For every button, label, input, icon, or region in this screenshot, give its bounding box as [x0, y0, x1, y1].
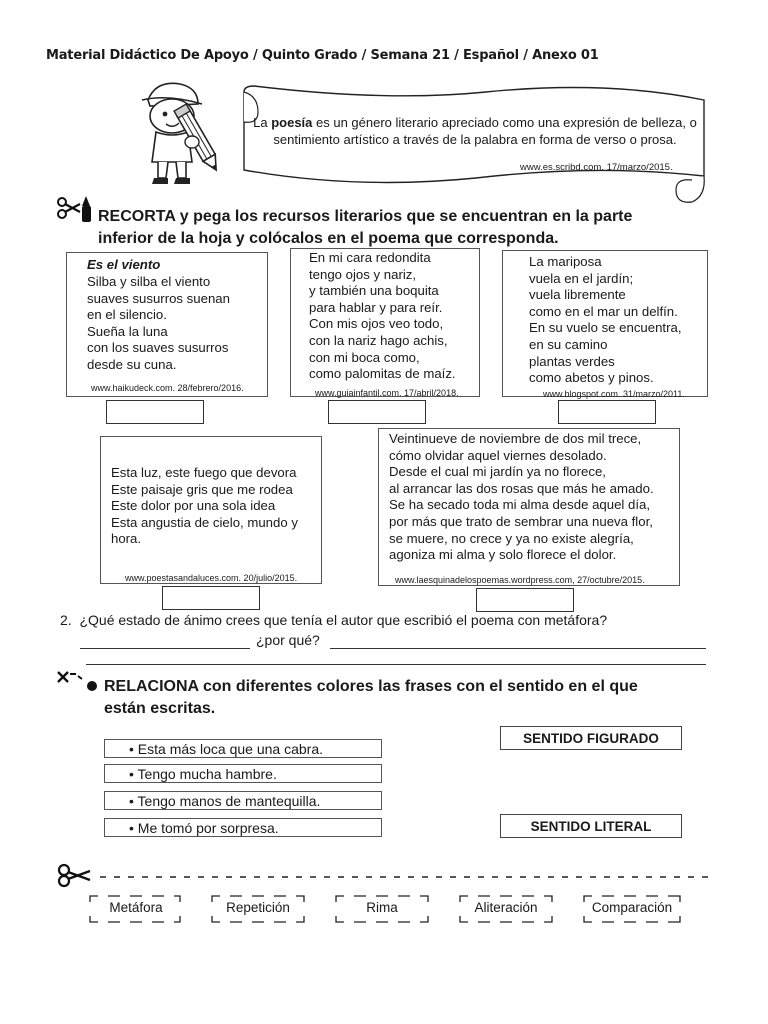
poem-line: en el silencio.: [87, 307, 167, 323]
poem-line: Esta luz, este fuego que devora: [111, 465, 297, 480]
poem-line: Desde el cual mi jardín ya no florece,: [389, 464, 606, 480]
scissors-dashed-icon: [56, 666, 100, 694]
poem-source: www.poestasandaluces.com. 20/julio/2015.: [125, 573, 298, 583]
poem-line: vuela en el jardín;: [529, 270, 634, 286]
answer-box-poem-2[interactable]: [328, 400, 426, 424]
poem-line: Se ha secado toda mi alma desde aquel día,: [389, 497, 650, 513]
poem-source: www.laesquinadelospoemas.wordpress.com, 27/octubre/2015.: [395, 575, 645, 585]
phrase-item[interactable]: • Me tomó por sorpresa.: [104, 818, 382, 837]
answer-line-extra[interactable]: [86, 664, 706, 665]
poem-source: www.haikudeck.com. 28/febrero/2016.: [91, 383, 244, 393]
poem-line: Sueña la luna: [87, 323, 168, 339]
poem-line: con mi boca como,: [309, 349, 420, 365]
poem-line: cómo olvidar aquel viernes desolado.: [389, 447, 607, 463]
poem-line: con la nariz hago achis,: [309, 332, 448, 348]
poem-line: Veintinueve de noviembre de dos mil trece,: [389, 431, 642, 446]
poem-line: con los suaves susurros: [87, 340, 229, 356]
poem-line: desde su cuna.: [87, 356, 177, 372]
poem-line: Con mis ojos veo todo,: [309, 316, 444, 332]
poem-line: y también una boquita: [309, 283, 439, 299]
poem-line: al arrancar las dos rosas que más he amado.: [389, 480, 654, 496]
sense-figurative-box[interactable]: SENTIDO FIGURADO: [500, 726, 682, 750]
poem-line: como palomitas de maíz.: [309, 366, 456, 382]
phrase-item[interactable]: • Esta más loca que una cabra.: [104, 739, 382, 758]
cutout-rima[interactable]: Rima: [366, 900, 398, 915]
answer-line-mood[interactable]: [80, 648, 250, 649]
phrase-item[interactable]: • Tengo mucha hambre.: [104, 764, 382, 783]
definition-source: www.es.scribd.com. 17/marzo/2015.: [520, 162, 673, 173]
poem-line: hora.: [111, 531, 142, 547]
poem-line: Este dolor por una sola idea: [111, 498, 276, 514]
poem-line: agoniza mi alma y solo florece el dolor.: [389, 547, 617, 563]
poem-line: plantas verdes: [529, 353, 615, 369]
question-text: ¿Qué estado de ánimo crees que tenía el autor que escribió el poema con metáfora?: [79, 612, 608, 628]
poem-line: vuela libremente: [529, 287, 626, 303]
answer-box-poem-4[interactable]: [162, 586, 260, 610]
poem-card-noviembre: [378, 428, 680, 586]
poem-card-luz: [100, 436, 322, 584]
poem-line: como abetos y pinos.: [529, 370, 654, 386]
poem-source: www.guiainfantil.com. 17/abril/2018.: [315, 388, 459, 398]
answer-box-poem-5[interactable]: [476, 588, 574, 612]
poem-source: www.blogspot.com. 31/marzo/2011.: [543, 389, 685, 399]
cutout-repeticion[interactable]: Repetición: [226, 900, 290, 915]
poem-card-viento: [66, 252, 268, 397]
poem-line: La mariposa: [529, 254, 602, 269]
question-number: 2.: [60, 612, 72, 628]
cutout-metafora[interactable]: Metáfora: [109, 900, 163, 915]
poem-line: Esta angustia de cielo, mundo y: [111, 514, 298, 530]
poem-line: En su vuelo se encuentra,: [529, 320, 682, 336]
poem-title: Es el viento: [87, 257, 161, 272]
why-label: ¿por qué?: [256, 632, 320, 648]
poem-line: en su camino: [529, 336, 608, 352]
poem-line: suaves susurros suenan: [87, 290, 230, 306]
poem-line: se muere, no crece y ya no existe alegría,: [389, 530, 634, 546]
poem-card-mariposa: [502, 250, 708, 397]
scissors-glue-icon: [56, 192, 96, 224]
page-header: Material Didáctico De Apoyo / Quinto Grado / Semana 21 / Español / Anexo 01: [46, 48, 599, 63]
answer-box-poem-3[interactable]: [558, 400, 656, 424]
boy-with-pencil-illustration: [128, 78, 224, 188]
poem-line: como en el mar un delfín.: [529, 303, 678, 319]
poem-line: Este paisaje gris que me rodea: [111, 481, 293, 497]
cut-line: [56, 862, 716, 888]
poem-card-cara: [290, 248, 480, 397]
cutout-comparacion[interactable]: Comparación: [591, 900, 673, 915]
poem-line: por más que trato de sembrar una nueva flor,: [389, 513, 653, 529]
poem-line: para hablar y para reír.: [309, 299, 443, 315]
cutout-aliteracion[interactable]: Aliteración: [474, 900, 538, 915]
question-2: [60, 612, 607, 628]
instruction-cut-paste: RECORTA y pega los recursos literarios que se encuentran en la parte inferior de la hoja y colócalos en el poema que corresponda.: [98, 208, 633, 247]
phrase-item[interactable]: • Tengo manos de mantequilla.: [104, 791, 382, 810]
instruction-relate: RELACIONA con diferentes colores las frases con el sentido en el que están escritas.: [104, 678, 638, 717]
poem-line: En mi cara redondita: [309, 250, 431, 265]
poem-line: Silba y silba el viento: [87, 274, 211, 289]
poetry-definition: La poesía es un género literario apreciado como una expresión de belleza, o sentimiento artístico a través de la palabra en forma de verso o prosa.: [253, 115, 697, 147]
answer-line-why[interactable]: [330, 648, 706, 649]
poem-line: tengo ojos y nariz,: [309, 266, 417, 282]
answer-box-poem-1[interactable]: [106, 400, 204, 424]
sense-literal-box[interactable]: SENTIDO LITERAL: [500, 814, 682, 838]
